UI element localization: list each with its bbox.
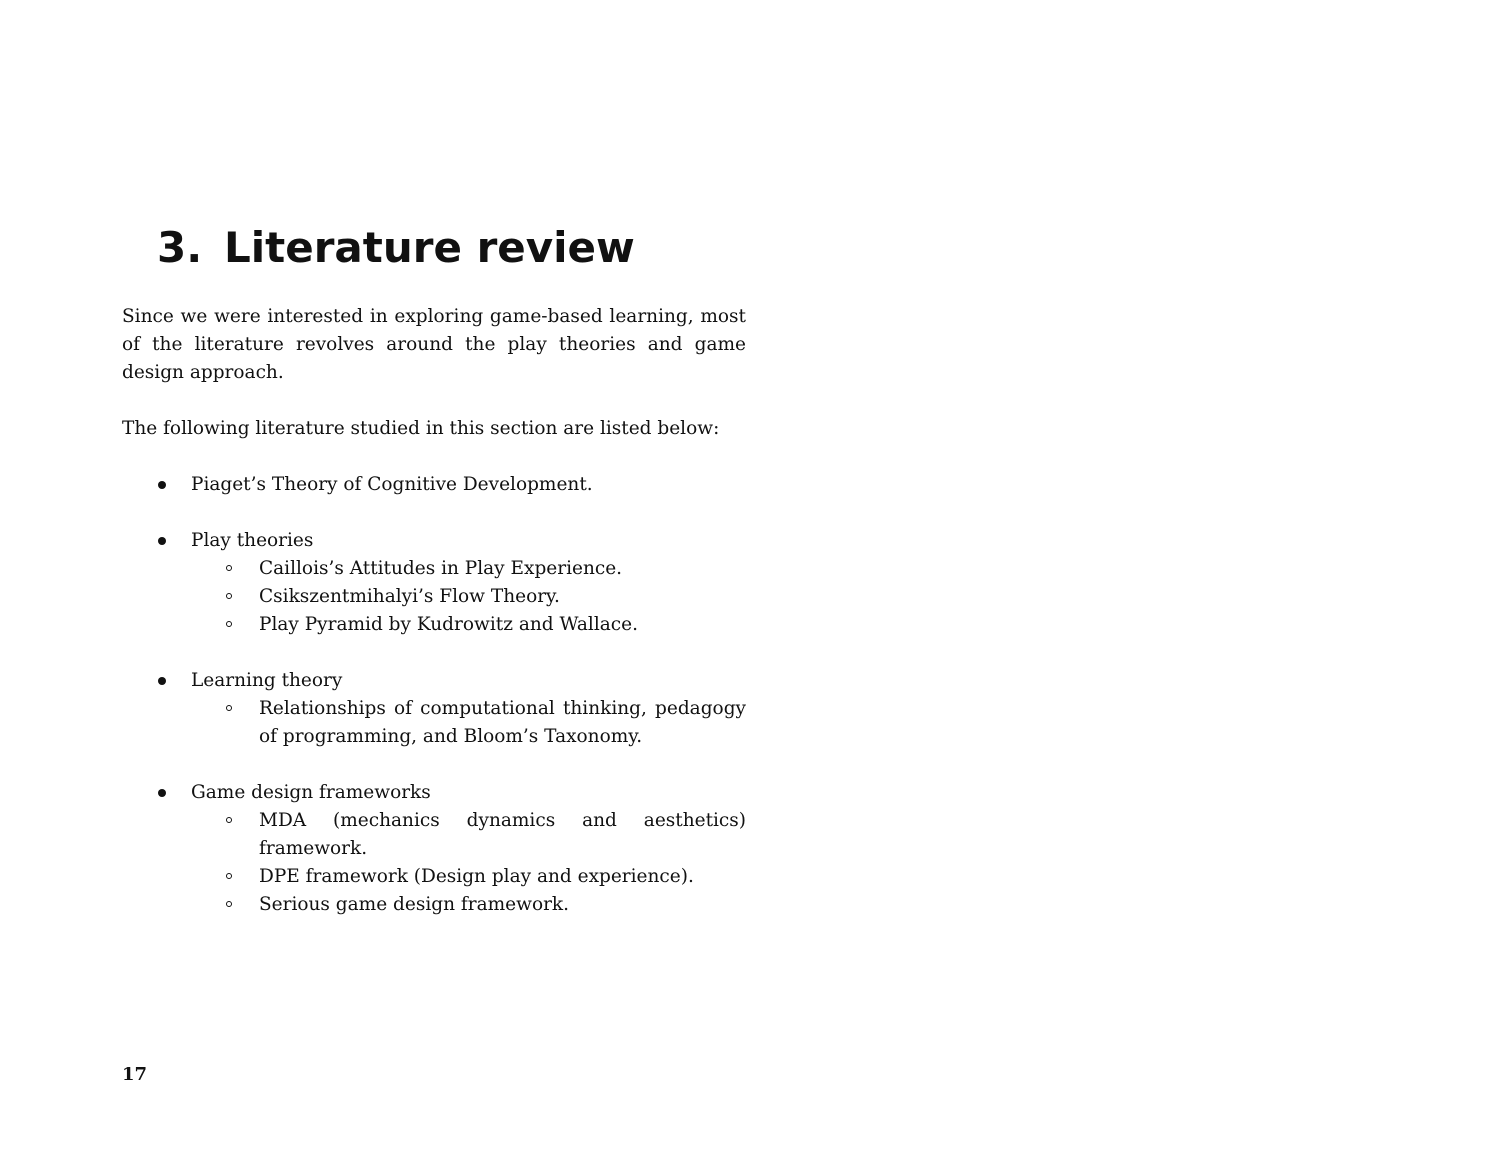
list-item-label: Play theories [191, 530, 314, 551]
circle-bullet-icon [226, 705, 232, 711]
sub-list-item-label: DPE framework (Design play and experience). [259, 866, 694, 887]
list-item-label: Piaget’s Theory of Cognitive Development. [191, 474, 593, 495]
sub-list-item [191, 695, 746, 751]
sub-list-item [191, 807, 746, 863]
circle-bullet-icon [226, 593, 232, 599]
bullet-icon [158, 789, 166, 797]
sub-list [191, 807, 746, 919]
sub-list-item [191, 891, 746, 919]
sub-list-item-label: Csikszentmihalyi’s Flow Theory. [259, 586, 560, 607]
section-title: Literature review [224, 223, 635, 272]
sub-list-item [191, 863, 746, 891]
intro-paragraph: Since we were interested in exploring game-based learning, most of the literature revolves around the play theories and game design approach. [122, 306, 746, 383]
circle-bullet-icon [226, 873, 232, 879]
sub-list-item [191, 611, 746, 639]
sub-list-item [191, 555, 746, 583]
sub-list-item-label: Caillois’s Attitudes in Play Experience. [259, 558, 623, 579]
section-heading [157, 222, 635, 274]
bullet-icon [158, 677, 166, 685]
literature-list [122, 471, 746, 919]
list-item-label: Learning theory [191, 670, 343, 691]
sub-list-item-label: MDA (mechanics dynamics and aesthetics) framework. [259, 810, 746, 859]
circle-bullet-icon [226, 901, 232, 907]
sub-list [191, 555, 746, 639]
bullet-icon [158, 537, 166, 545]
circle-bullet-icon [226, 817, 232, 823]
sub-list-item [191, 583, 746, 611]
bullet-icon [158, 481, 166, 489]
list-item-label: Game design frameworks [191, 782, 431, 803]
sub-list-item-label: Play Pyramid by Kudrowitz and Wallace. [259, 614, 638, 635]
list-item [122, 779, 746, 919]
sub-list-item-label: Serious game design framework. [259, 894, 570, 915]
list-lead-paragraph: The following literature studied in this section are listed below: [122, 418, 720, 439]
list-item [122, 667, 746, 751]
list-item [122, 527, 746, 639]
section-number: 3. [157, 223, 203, 272]
page-number: 17 [122, 1064, 148, 1085]
sub-list-item-label: Relationships of computational thinking, pedagogy of programming, and Bloom’s Taxonomy. [259, 698, 746, 747]
sub-list [191, 695, 746, 751]
circle-bullet-icon [226, 621, 232, 627]
list-item [122, 471, 746, 499]
circle-bullet-icon [226, 565, 232, 571]
